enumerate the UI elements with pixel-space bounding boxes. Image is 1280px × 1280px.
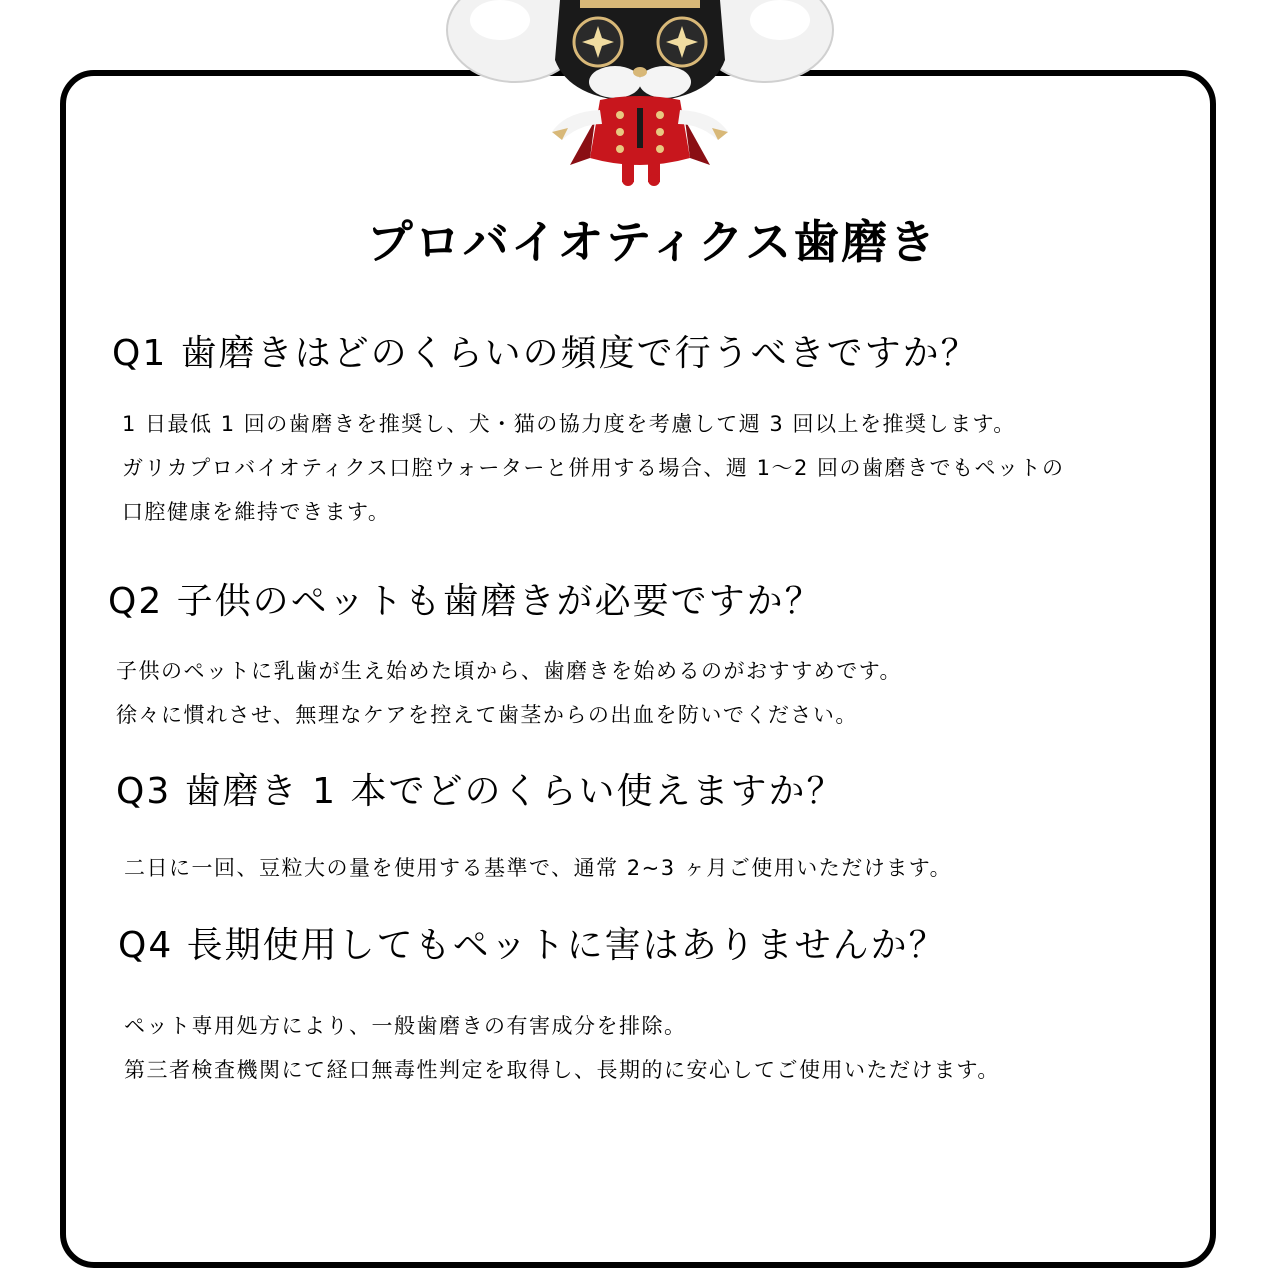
faq-answer-line: 徐々に慣れさせ、無理なケアを控えて歯茎からの出血を防いでください。 (116, 703, 858, 727)
mascot-icon (440, 0, 840, 190)
faq-answer-line: 第三者検査機関にて経口無毒性判定を取得し、長期的に安心してご使用いただけます。 (124, 1058, 1000, 1082)
faq-answer-line: 口腔健康を維持できます。 (122, 500, 391, 524)
faq-answer-line: ガリカプロバイオティクス口腔ウォーターと併用する場合、週 1〜2 回の歯磨きでもペットの (122, 456, 1065, 480)
faq-answer-2 (116, 649, 902, 737)
faq-answer-3 (124, 846, 952, 890)
faq-question-2: Q2 子供のペットも歯磨きが必要ですか？ (108, 581, 823, 622)
page-title: プロバイオティクス歯磨き (366, 215, 938, 269)
faq-question-4: Q4 長期使用してもペットに害はありませんか？ (118, 925, 947, 966)
faq-answer-line: 1 日最低 1 回の歯磨きを推奨し、犬・猫の協力度を考慮して週 3 回以上を推奨します。 (122, 412, 1016, 436)
faq-answer-4 (124, 1004, 1000, 1092)
faq-question-1: Q1 歯磨きはどのくらいの頻度で行うべきですか？ (112, 333, 979, 374)
faq-answer-line: 子供のペットに乳歯が生え始めた頃から、歯磨きを始めるのがおすすめです。 (116, 659, 903, 683)
faq-answer-line: 二日に一回、豆粒大の量を使用する基準で、通常 2~3 ヶ月ご使用いただけます。 (124, 856, 953, 880)
faq-question-3: Q3 歯磨き 1 本でどのくらい使えますか？ (116, 771, 845, 812)
faq-answer-line: ペット専用処方により、一般歯磨きの有害成分を排除。 (124, 1014, 687, 1038)
faq-answer-1 (122, 402, 1065, 534)
